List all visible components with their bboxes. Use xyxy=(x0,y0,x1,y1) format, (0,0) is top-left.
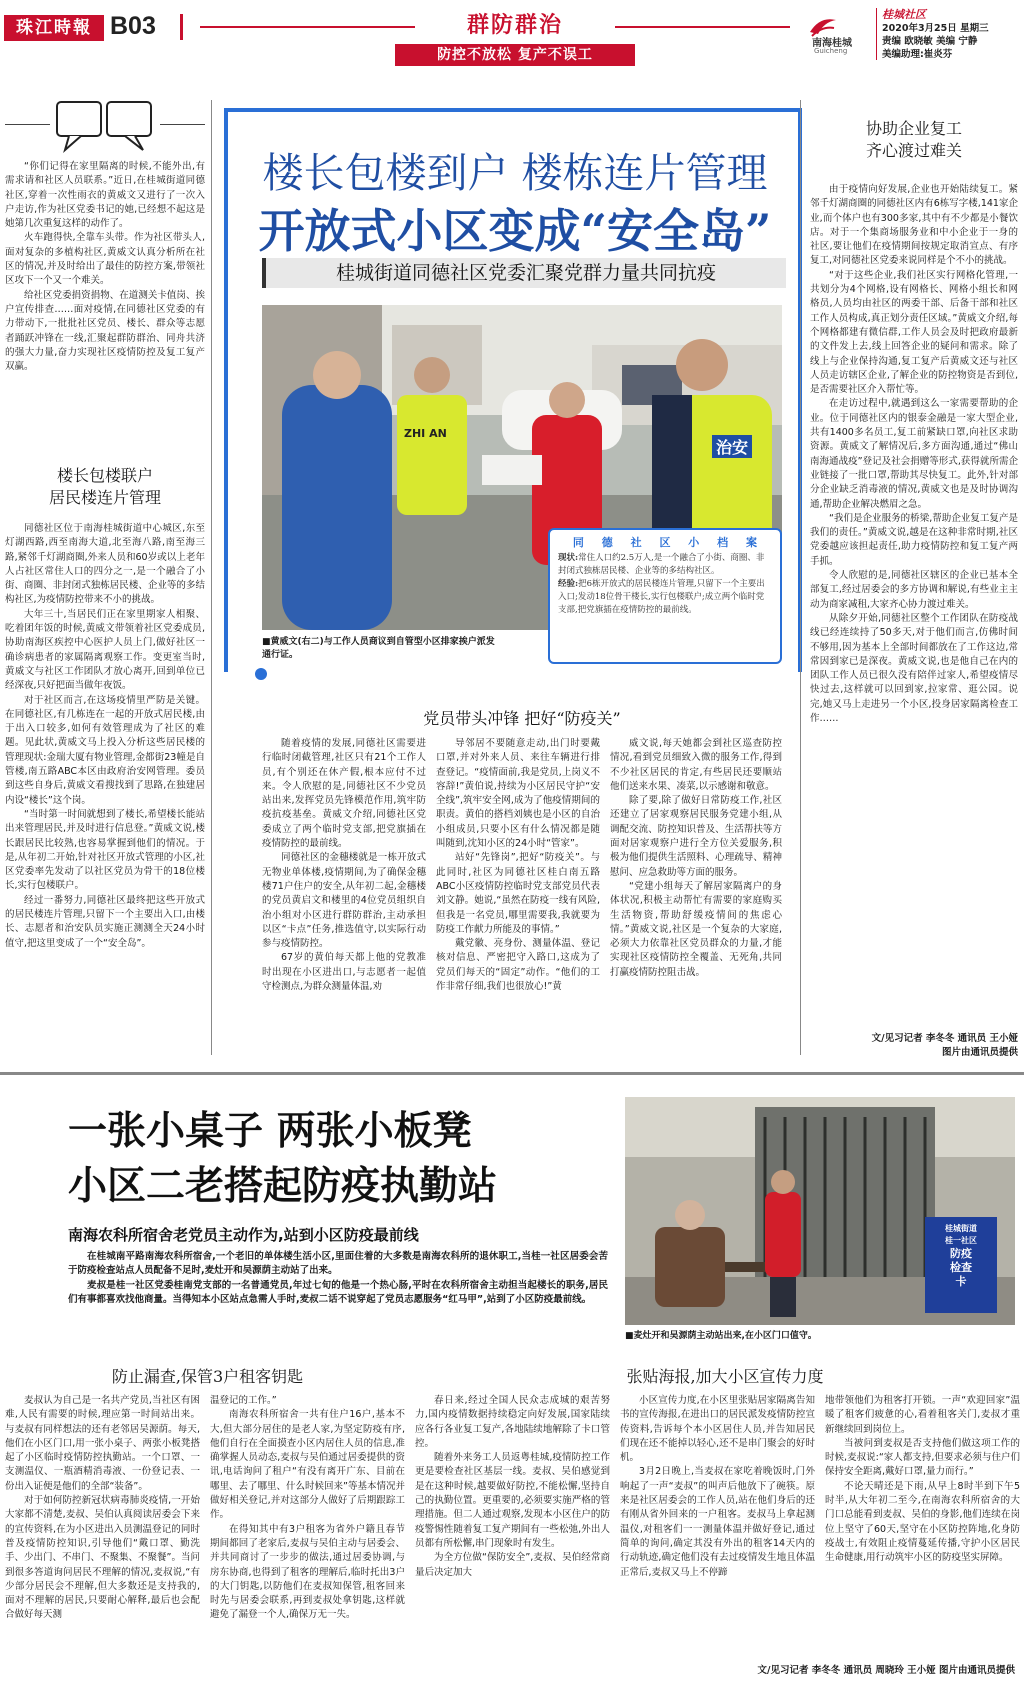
section-slogan: 防控不放松 复产不误工 xyxy=(395,44,635,66)
second-byline: 文/见习记者 李冬冬 通讯员 周晓玲 王小娅 图片由通讯员提供 xyxy=(757,1665,1015,1676)
paragraph: 小区宣传力度,在小区里张贴居家隔离告知书的宣传海报,在进出口的居民派发疫情防控宣传资料,告诉每个本小区居住人员,并告知居民们现在还不能掉以轻心,还不是串门聚会的好时机。 xyxy=(620,1395,815,1464)
lead-title-line1: 楼长包楼到户 楼栋连片管理 xyxy=(262,149,768,197)
second-title-line1: 一张小桌子 两张小板凳 xyxy=(68,1108,472,1154)
district-logo: 南海桂城 xyxy=(812,38,852,49)
paragraph: 温登记的工作。” xyxy=(210,1395,277,1406)
paragraph: 南海农科所宿舍一共有住户16户,基本不大,但大部分居住的是老人家,为坚定防疫有序,他们自行在全面摸查小区内居住人员的信息,准确掌握人员动态,麦叔与吴伯通过居委提供的资讯,电话询问了租户“有没有离开广东、目前在哪里、去了哪里、什么时候回来”等基本情况并做好相关登记,并对这部分人做好了后期跟踪工作。 xyxy=(210,1409,405,1521)
paragraph: 由于疫情向好发展,企业也开始陆续复工。紧邻千灯湖商圈的同德社区内有6栋写字楼,141家企业,而个体户也有300多家,其中有不少都是小餐饮店。对于一个集商场服务业和中小企业于一身的社区,要让他们在疫情期间按规定取消宣点、有序复工,对同德社区党委来说同样是个不小的挑战。 xyxy=(810,184,1018,267)
section-title-rule-right xyxy=(615,26,790,28)
profile-title-char: 小 xyxy=(688,536,700,549)
paragraph: 麦叔认为自己是一名共产党员,当社区有困难,人民有需要的时候,理应第一时间站出来。与麦叔有同样想法的还有老邻居吴源荫。每天,他们在小区门口,用一张小桌子、两张小板凳搭起了小区临时疫情防控执勤站。一个口罩、一支测温仪、一瓶酒精消毒液、一份登记表、一份出入证便是他们的全部“装备”。 xyxy=(5,1395,200,1492)
lead-col-1 xyxy=(262,737,426,994)
profile-status-label: 现状: xyxy=(558,553,579,563)
page-number: B03 xyxy=(110,12,156,40)
paragraph: “对于这些企业,我们社区实行网格化管理,一共划分为4个网格,设有网格长、网格小组长和网格员,人员均由社区的两委干部、后备干部和社区工作人员构成,真正划分责任区域。”黄威文介绍,每个网格都建有微信群,工作人员会及时把政府最新的文件发上去,线上回答企业的疑问和需求。除了线上与企业保持沟通,复工复产后黄威文还与社区人员走访辖区企业,了解企业的防控物资是否到位,是否需要社区介入帮忙等。 xyxy=(810,269,1018,396)
right-subhead-line1: 协助企业复工 xyxy=(865,119,962,138)
sign-line: 桂一社区 xyxy=(945,1236,977,1245)
left-top-rule-2 xyxy=(160,124,205,125)
sign-line: 桂城街道 xyxy=(945,1224,977,1233)
profile-title-char: 同 xyxy=(572,536,584,549)
paragraph: 在走访过程中,就遇到这么一家需要帮助的企业。位于同德社区内的银泰金融是一家大型企业,共有1400多名员工,复工前紧缺口罩,向社区求助资源。黄威文了解情况后,多方面沟通,通过“佛山南海通战疫”登记及社会捐赠等形式,获得就所需企业链接了一批口罩,帮助其尽快复工。此外,针对部分企业缺乏消毒液的情况,黄威文也是及时协调沟通,帮助企业解决燃眉之急。 xyxy=(810,398,1018,510)
frame-corner-dot xyxy=(255,668,267,680)
left-column-rule xyxy=(211,100,212,1055)
paragraph: 对于社区而言,在这场疫情里严防是关键。在同德社区,有几栋连在一起的开放式居民楼,由于出入口较多,如何有效管理成为了社区的难题。见此状,黄威文马上投入分析这些居民楼的管理现状:金瑞大厦有物业管理,金都街23幢是自管楼,南五路ABC本区由政府治安网管理。委员到这些自身后,黄威文看搜找到了思路,在独建居内设“楼长”这个岗。 xyxy=(5,694,205,806)
left-body-text xyxy=(5,522,205,951)
sign-line: 卡 xyxy=(955,1275,967,1288)
lead-subtitle: 桂城街道同德社区党委汇聚党群力量共同抗疫 xyxy=(262,258,786,288)
masthead xyxy=(0,0,1024,75)
paragraph: 经过一番努力,同德社区最终把这些开放式的居民楼连片管理,只留下一个主要出入口,由楼长、志愿者和治安队员实施正测测全天24小时值守,把这里变成了一个“安全岛”。 xyxy=(5,894,205,949)
second-title-line2: 小区二老搭起防疫执勤站 xyxy=(68,1163,498,1209)
vest-text-2: 治安 xyxy=(712,435,752,458)
speech-bubble-icon xyxy=(55,98,155,158)
section-title: 群防群治 xyxy=(466,12,563,38)
lead-section-head: 党员带头冲锋 把好“防疫关” xyxy=(423,709,621,728)
paragraph: 令人欣慰的是,同德社区辖区的企业已基本全部复工,经过居委会的多方协调和解说,有些业主主动为商家减租,大家齐心协力渡过难关。 xyxy=(810,570,1018,610)
profile-title-char: 档 xyxy=(717,536,729,549)
right-subhead-line2: 齐心渡过难关 xyxy=(865,141,962,160)
paragraph: 地带领他们为租客打开锁。一声“欢迎回家”温暖了租客们疲惫的心,看着租客关门,麦叔才重新继续回到岗位上。 xyxy=(825,1395,1020,1435)
left-subhead-line2: 居民楼连片管理 xyxy=(48,488,161,507)
right-photo-credit: 图片由通讯员提供 xyxy=(941,1047,1018,1058)
assistant-line: 美编助理:崔炎芬 xyxy=(882,49,953,60)
paragraph: 在桂城南平路南海农科所宿舍,一个老旧的单体楼生活小区,里面住着的大多数是南海农科所的退休职工,当桂一社区居委会苦于防疫检查站点人员配备不足时,麦灶开和吴源荫主动站了出来。 xyxy=(68,1251,608,1277)
paragraph: 大年三十,当居民们正在家里期家人相聚、吃着团年饭的时候,黄威文带领着社区党委成员,协助南海区疾控中心医护人员上门,做好社区一确诊病患者的家属隔离观察工作。变更室当时,黄威文与社区工作团队才放心离开,回到单位已经深夜,只好把面当做年夜饭。 xyxy=(5,608,205,692)
profile-experience: 把6栋开放式的居民楼连片管理,只留下一个主要出入口;发动18位骨干楼长,实行包楼联户;成立两个临时党支部,把党旗插在疫情防控的最前线。 xyxy=(558,579,765,615)
left-subhead-line1: 楼长包楼联户 xyxy=(56,466,153,485)
right-body-text xyxy=(810,183,1018,726)
profile-box xyxy=(548,528,782,664)
paragraph: 春日来,经过全国人民众志成城的艰苦努力,国内疫情数据持续稳定向好发展,国家陆续应各行各业复工复产,各地陆续地解除了卡口管控。 xyxy=(415,1395,610,1449)
second-lead-text xyxy=(68,1250,608,1307)
lead-title-line2: 开放式小区变成“安全岛” xyxy=(258,204,772,258)
profile-title-char: 区 xyxy=(659,536,671,549)
second-col-5 xyxy=(825,1394,1020,1566)
sign-line: 检查 xyxy=(950,1261,972,1274)
paragraph: 除了要,除了做好日常防疫工作,社区还建立了居家观察居民服务党建小组,从调配交流、防控知识普及、生活帮扶等方面对居家观察户进行全方位关爱服务,积极为他们提供生活照料、心理疏导、精神慰问、应急救助等方面的服务。 xyxy=(610,795,782,878)
section-title-rule-left xyxy=(200,26,415,28)
profile-title-char: 德 xyxy=(601,536,613,549)
right-column-rule xyxy=(800,100,801,1055)
lead-photo-caption: ■黄威文(右二)与工作人员商议到自管型小区排家挨户派发通行证。 xyxy=(262,637,495,660)
second-col-2 xyxy=(210,1394,405,1623)
paragraph: 不论天晴还是下雨,从早上8时半到下午5时半,从大年初二至今,在南海农科所宿舍的大门口总能看到麦叔、吴伯的身影,他们连续在岗位上坚守了60天,坚守在小区防控阵地,化身防疫战士,有效阻止疫情蔓延传播,守护小区居民生命健康,用行动筑牢小区的防疫坚实屏障。 xyxy=(825,1480,1020,1564)
paragraph: 对于如何防控新冠状病毒肺炎疫情,一开始大家都不清楚,麦叔、吴伯认真阅读居委会下来的宣传资料,在为小区进出入员测温登记的同时普及疫情防控知识,引导他们“戴口罩、勤洗手、少出门、不串门、不聚集、不聚餐”。当问到很多答道询问居民不理解的情况,麦叔说,“有少部分居民会不理解,但大多数还是支持我的,面对不理解的居民,只要耐心解释,最后也会配合做好每天测 xyxy=(5,1495,200,1621)
paragraph: “你们记得在家里隔离的时候,不能外出,有需求请和社区人员联系。”近日,在桂城街道同德社区,穿着一次性雨衣的黄威文又进行了一次入户走访,作为社区党委书记的她,已经想不起这是她第几次重复这样的动作了。 xyxy=(5,161,205,230)
second-col-3 xyxy=(415,1394,610,1580)
profile-title-char: 社 xyxy=(630,536,642,549)
vest-text: ZHI AN xyxy=(404,427,447,440)
paragraph: 威文说,每天她都会到社区巡查防控情况,看到党员细致入微的服务工作,得到不少社区居民的肯定,有些居民还要顺站他们送来水果、凑菜,以示感谢和敬意。 xyxy=(610,738,782,792)
paragraph: 麦叔是桂一社区党委桂南党支部的一名普通党员,年过七旬的他是一个热心肠,平时在农科所宿舍主动担当起楼长的职务,居民们有事都喜欢找他商量。当得知本小区站点急需人手时,麦叔二话不说穿起了党员志愿服务“红马甲”,站到了小区防疫最前线。 xyxy=(68,1279,608,1305)
paragraph: 3月2日晚上,当麦叔在家吃着晚饭时,门外响起了一声“麦叔”的叫声后他放下了碗筷。原来是社区居委会的工作人员,站在他们身后的还有刚从省外回来的一户租客。麦叔马上拿起测温仪,对租客们一一测量体温并做好登记,通过简单的询问,确定其没有外出的租客14天内的行动轨迹,确定他们没有去过疫情发生地且体温正常后,麦叔又马上不停蹄 xyxy=(620,1466,815,1578)
second-photo xyxy=(625,1097,1015,1325)
second-subhead-left: 防止漏查,保管3户租客钥匙 xyxy=(111,1367,304,1386)
paragraph: 67岁的黄伯每天都上他的党教准时出现在小区进出口,与志愿者一起值守检测点,为群众测量体温,劝 xyxy=(262,952,426,993)
second-subhead-right: 张贴海报,加大小区宣传力度 xyxy=(626,1367,824,1386)
editor-line: 责编 欧晓敏 美编 宁静 xyxy=(882,36,978,47)
column-name: 桂城社区 xyxy=(882,8,926,21)
left-intro-text xyxy=(5,160,205,374)
paragraph: 同德社区的金穗楼就是一栋开放式无物业单体楼,疫情期间,为了确保金穗楼71户住户的安全,从年初二起,金穗楼的党员黄启文和楼里的4位党员组织自治小组对小区进行群防群治,主动承担以区“卡点”任务,推选值守,以实际行动参与疫情防控。 xyxy=(262,852,426,950)
paragraph: 给社区党委捐资捐物、在道测关卡值岗、挨户宣传排查……面对疫情,在同德社区党委的有力带动下,一批批社区党员、楼长、群众等志愿者踊跃冲锋在一线,汇聚起群防群治、同舟共济的强大力量,奋力实现社区疫情防控及复工复产双赢。 xyxy=(5,289,205,373)
date-line: 2020年3月25日 星期三 xyxy=(882,23,989,34)
masthead-divider xyxy=(180,14,183,40)
paper-name-logo: 珠江時報 xyxy=(4,15,104,41)
paragraph: 站好“先锋岗”,把好“防疫关”。与此同时,社区为同德社区桂白南五路ABC小区疫情防控临时党支部党员代表刘文静。她说,“虽然在防疫一线有风险,但我是一名党员,哪里需要我,我就要为防疫工作献力所能及的事情。” xyxy=(436,852,600,935)
second-col-4 xyxy=(620,1394,815,1580)
lead-col-3 xyxy=(610,737,782,980)
checkpoint-sign xyxy=(925,1217,997,1313)
paragraph: 在得知其中有3户租客为省外户籍且春节期间都回了老家后,麦叔与吴伯主动与居委会、并共同商讨了一步步的做法,通过居委协调,与房东协商,也得到了租客的理解后,临时托出3户的大门钥匙,以防他们在麦叔知保管,租客回来时先与居委会联系,再到麦叔处拿钥匙,这样就避免了漏登一个人,确保万无一失。 xyxy=(210,1523,405,1621)
profile-title-char: 案 xyxy=(745,536,757,549)
right-subhead xyxy=(810,118,1018,162)
district-logo-sub: Guicheng xyxy=(814,47,848,55)
sign-line: 防疫 xyxy=(950,1247,972,1260)
paragraph: 当被问到麦叔是否支持他们做这项工作的时候,麦叔说:“家人都支持,但要求必须与住户们保持安全距离,戴好口罩,量力而行。” xyxy=(825,1437,1020,1478)
lead-col-2 xyxy=(436,737,600,994)
left-top-rule xyxy=(5,124,50,125)
paragraph: 为全方位做“保防安全”,麦叔、吴伯经常商量后决定加大 xyxy=(415,1552,610,1578)
left-subhead xyxy=(5,465,205,509)
profile-experience-label: 经验: xyxy=(558,579,579,589)
paragraph: 导邻居不要随意走动,出门时要戴口罩,并对外来人员、来往车辆进行排查登记。“疫情面前,我是党员,上岗义不容辞!”黄伯说,持续为小区居民守护“安全线”,筑牢安全网,成为了他疫情期间的职责。黄伯的搭档刘姨也是小区的自治小组成员,只要小区有什么情况都是随叫随到,沈知小区的24小时“管家”。 xyxy=(436,738,600,850)
paragraph: 同德社区位于南海桂城街道中心城区,东至灯湖西路,西至南海大道,北至海八路,南至海三路,紧邻千灯湖商圈,外来人员和60岁或以上老年人占社区常住人口的四分之一,是一个融合了小街、商圈、非封闭式独栋居民楼、企业等的多结构社区,为疫情防控带来不小的挑战。 xyxy=(5,523,205,606)
paragraph: 从除夕开始,同德社区整个工作团队在防疫战线已经连续持了50多天,对于他们而言,仿佛时间不够用,因为基本上全部时间都放在了工作这边,常常因到家已是深夜。黄威文说,也是他自己在内的团队工作人员已很久没有陪伴过家人,希望疫情尽快过去,这样就可以回到家,拉家常、逛公园。说完,她又马上走进另一个小区,投身居家隔离检查工作…… xyxy=(810,612,1018,724)
masthead-right-divider xyxy=(876,8,877,60)
second-col-1 xyxy=(5,1394,200,1623)
story-separator xyxy=(0,1072,1024,1075)
second-subtitle: 南海农科所宿舍老党员主动作为,站到小区防疫最前线 xyxy=(68,1226,419,1244)
paragraph: 随着外来务工人员返粤桂城,疫情防控工作更是要检查社区基层一线。麦叔、吴伯感觉到是在这种时候,越要做好防控,不能松懈,坚持自己的执勤位置。更重要的,必须要实施严格的管理措施。但二人通过观察,发现本小区住户的防疫警惕性随着复工复产期间有一些松弛,外出人员都有所松懈,串门现象时有发生。 xyxy=(415,1452,610,1549)
paragraph: 随着疫情的发展,同德社区需要进行临时闭截管理,社区只有21个工作人员,有个别还在休产假,根本应付不过来。令人欣慰的是,同德社区不少党员站出来,发挥党员先锋模范作用,筑牢防疫抗疫基垒。黄威文介绍,同德社区党委成立了两个临时党支部,把党旗插在疫情防控的最前线。 xyxy=(262,738,426,850)
paragraph: “我们是企业服务的桥梁,帮助企业复工复产是我们的责任。”黄威文说,越是在这种非常时期,社区党委越应该担起责任,助力疫情防控和复工复产两手抓。 xyxy=(810,512,1018,567)
profile-status: 常住人口约2.5万人,是一个融合了小街、商圈、非封闭式独栋居民楼、企业等的多结构社区。 xyxy=(558,553,765,576)
paragraph: 戴党徽、亮身份、测量体温、登记核对信息、严密把守入路口,这成为了党员们每天的“固定”动作。“他们的工作非常仔细,我们也很放心!”黄 xyxy=(436,938,600,993)
paragraph: “当时第一时间就想到了楼长,希望楼长能站出来管理居民,并及时进行信息登。”黄威文说,楼长跟居民比较熟,也容易掌握到他们的情况。于是,从年初二开始,针对社区开放式管理的小区,社区党委率先发动了以社区党员为骨干的18位楼长,实行包楼联户。 xyxy=(5,808,205,892)
profile-box-title xyxy=(550,530,780,552)
second-photo-caption: ■麦灶开和吴源荫主动站出来,在小区门口值守。 xyxy=(625,1331,817,1341)
right-byline: 文/见习记者 李冬冬 通讯员 王小娅 xyxy=(871,1033,1018,1044)
paragraph: 火车跑得快,全靠车头带。作为社区带头人,面对复杂的多植构社区,黄威文认真分析所在社区的情况,并及时给出了最佳的防控方案,带领社区攻下一个又一个难关。 xyxy=(5,232,205,287)
paragraph: “党建小组每天了解居家隔离户的身体状况,积极主动帮忙有需要的家庭购买生活物资,帮助舒缓疫情间的焦虑心情。”黄威文说,社区是一个复杂的大家庭,必须大力依靠社区党员群众的力量,才能实现社区疫情防控全覆盖、无死角,共同打赢疫情防控阻击战。 xyxy=(610,880,782,978)
